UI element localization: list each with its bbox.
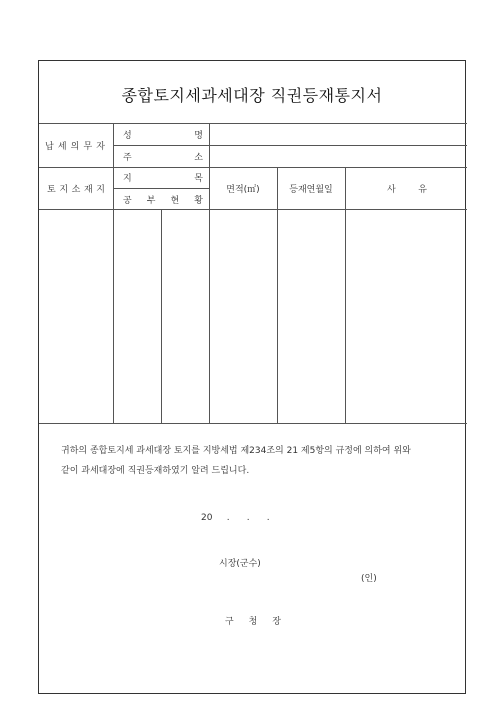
name-label-char: 명: [194, 131, 203, 141]
mayor-label: 시장(군수): [219, 559, 261, 569]
area-label: 면적(㎡): [226, 185, 260, 195]
public-status-label-char: 공: [123, 196, 132, 206]
reg-date-label: 등재연월일: [289, 185, 333, 195]
reason-label-char: 유: [418, 185, 427, 195]
land-location-label-char: 토: [47, 185, 56, 195]
land-category-label: [123, 171, 203, 184]
name-value-field[interactable]: [210, 124, 466, 145]
reason-label-char: 사: [387, 185, 396, 195]
name-label: [123, 128, 203, 141]
taxpayer-label-char: 의: [70, 142, 80, 152]
form-title: 종합토지세과세대장 직권등재통지서: [121, 86, 383, 105]
address-label-char: 주: [123, 153, 132, 163]
reason-label: [387, 182, 427, 195]
land-category-label-char: 목: [194, 174, 203, 184]
office-label: [225, 614, 281, 627]
taxpayer-label-char: 자: [96, 142, 105, 152]
public-status-label-char: 현: [170, 196, 180, 206]
seal-mark: (인): [361, 574, 377, 584]
land-location-label-char: 소: [71, 185, 81, 195]
address-value-field[interactable]: [210, 146, 466, 167]
land-location-label-char: 지: [59, 185, 69, 195]
land-location-label: [47, 182, 105, 195]
row-line-body-bottom: [39, 423, 467, 424]
notice-paragraph: [61, 441, 449, 481]
public-status-label: [123, 193, 203, 206]
address-label: [123, 150, 203, 163]
address-label-char: 소: [194, 153, 203, 163]
row-line-category-public: [113, 188, 209, 189]
office-label-char: 구: [225, 617, 234, 627]
date-line: 20 . . .: [201, 513, 270, 523]
land-location-label-char: 재: [83, 185, 93, 195]
office-label-char: 장: [272, 617, 281, 627]
office-label-char: 청: [248, 617, 258, 627]
name-label-char: 성: [123, 131, 132, 141]
taxpayer-label-char: 무: [83, 142, 93, 152]
land-entries-area[interactable]: [39, 210, 467, 423]
form-frame: [38, 60, 466, 694]
taxpayer-label: [45, 139, 105, 152]
land-location-label-char: 지: [96, 185, 105, 195]
land-category-label-char: 지: [123, 174, 132, 184]
taxpayer-label-char: 납: [45, 142, 54, 152]
notice-line: 귀하의 종합토지세 과세대장 토지를 지방세법 제234조의 21 제5항의 규정에 의하여 위와: [61, 446, 411, 456]
public-status-label-char: 황: [194, 196, 203, 206]
public-status-label-char: 부: [146, 196, 156, 206]
taxpayer-label-char: 세: [57, 142, 67, 152]
notice-line: 같이 과세대장에 직권등재하였기 알려 드립니다.: [61, 466, 250, 476]
row-line-taxpayer-bottom: [39, 167, 467, 168]
